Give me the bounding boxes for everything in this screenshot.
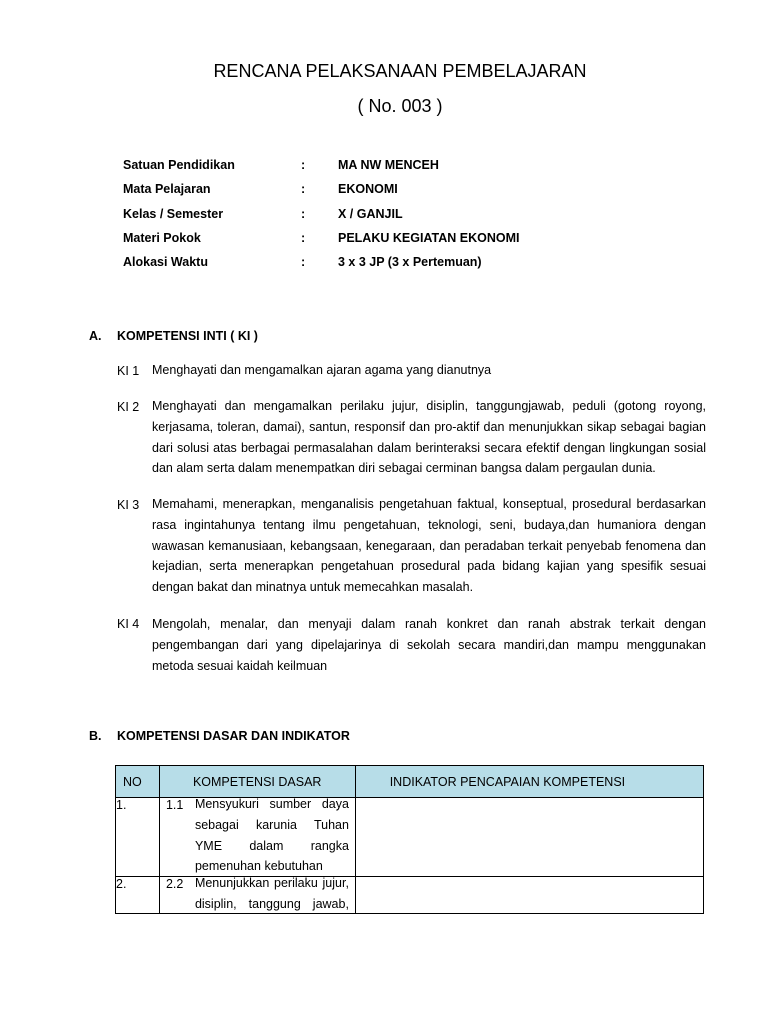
row-indikator-cell: [355, 877, 703, 914]
meta-colon: :: [301, 231, 306, 245]
ki-code: KI 2: [117, 400, 140, 414]
ki-text: Menghayati dan mengamalkan ajaran agama yang dianutnya: [152, 363, 492, 377]
meta-label: Materi Pokok: [123, 231, 201, 245]
meta-colon: :: [301, 158, 306, 172]
section-a-letter: A.: [89, 329, 102, 343]
meta-value: MA NW MENCEH: [338, 158, 439, 172]
row-no-cell: [116, 798, 160, 877]
ki-text: Mengolah, menalar, dan menyaji dalam ranah konkret dan ranah abstrak terkait dengan pengembangan dari yang dipelajarinya di sekolah secara mandiri,dan mampu menggunakan metoda sesuai kaidah keilmuan: [152, 617, 706, 673]
meta-colon: :: [301, 182, 306, 196]
row-kd-cell: [159, 877, 355, 914]
meta-value: 3 x 3 JP (3 x Pertemuan): [338, 255, 482, 269]
meta-value: X / GANJIL: [338, 207, 403, 221]
row-no: 2.: [116, 877, 127, 891]
meta-label: Mata Pelajaran: [123, 182, 211, 196]
competency-table: [115, 765, 704, 914]
table-header-row: [116, 766, 704, 798]
kd-code: 1.1: [165, 798, 184, 812]
header-no: NO: [116, 766, 160, 798]
meta-label: Kelas / Semester: [123, 207, 224, 221]
ki-text: Memahami, menerapkan, menganalisis pengetahuan faktual, konseptual, prosedural berdasarkan rasa ingintahunya tentang ilmu pengetahuan, teknologi, seni, budaya,dan humaniora dengan wawasan kemanusiaan, kebangsaan, kenegaraan, dan peradaban terkait penyebab fenomena dan kejadian, serta menerapkan pengetahuan prosedural pada bidang kajian yang spesifik sesuai dengan bakat dan minatnya untuk memecahkan masalah.: [152, 497, 706, 595]
row-kd-cell: [159, 798, 355, 877]
document-title: RENCANA PELAKSANAAN PEMBELAJARAN: [213, 61, 587, 81]
kd-line: pemenuhan kebutuhan: [194, 859, 323, 874]
ki-code: KI 4: [117, 617, 140, 631]
row-no-cell: [116, 877, 160, 914]
kd-line: Menunjukkan perilaku jujur,: [194, 877, 349, 890]
kd-line: sebagai karunia Tuhan: [194, 817, 349, 832]
header-indikator: INDIKATOR PENCAPAIAN KOMPETENSI: [355, 766, 703, 798]
kd-line: YME dalam rangka: [194, 838, 349, 853]
section-b-letter: B.: [89, 729, 102, 743]
kd-code: 2.2: [165, 877, 184, 891]
kd-line: Mensyukuri sumber daya: [194, 798, 349, 811]
meta-label: Satuan Pendidikan: [123, 158, 235, 172]
meta-value: EKONOMI: [338, 182, 398, 196]
header-kompetensi-dasar: KOMPETENSI DASAR: [159, 766, 355, 798]
section-a-title: KOMPETENSI INTI ( KI ): [117, 329, 258, 343]
document-number: ( No. 003 ): [357, 96, 443, 116]
meta-label: Alokasi Waktu: [123, 255, 208, 269]
row-no: 1.: [116, 798, 127, 812]
row-indikator-cell: [355, 798, 703, 877]
table-row: [116, 877, 704, 914]
kd-line: disiplin, tanggung jawab,: [194, 896, 349, 911]
section-b-title: KOMPETENSI DASAR DAN INDIKATOR: [117, 729, 350, 743]
meta-colon: :: [301, 255, 306, 269]
ki-code: KI 3: [117, 498, 140, 512]
ki-code: KI 1: [117, 364, 140, 378]
table-row: [116, 798, 704, 877]
ki-text: Menghayati dan mengamalkan perilaku jujur, disiplin, tanggungjawab, peduli (gotong royong, kerjasama, toleran, damai), santun, responsif dan pro-aktif dan menunjukkan sikap sebagai bagian dari solusi atas berbagai permasalahan dalam berinteraksi secara efektif dengan lingkungan sosial dan alam serta dalam menempatkan diri sebagai cerminan bangsa dalam pergaulan dunia.: [152, 399, 706, 476]
meta-colon: :: [301, 207, 306, 221]
meta-value: PELAKU KEGIATAN EKONOMI: [338, 231, 520, 245]
